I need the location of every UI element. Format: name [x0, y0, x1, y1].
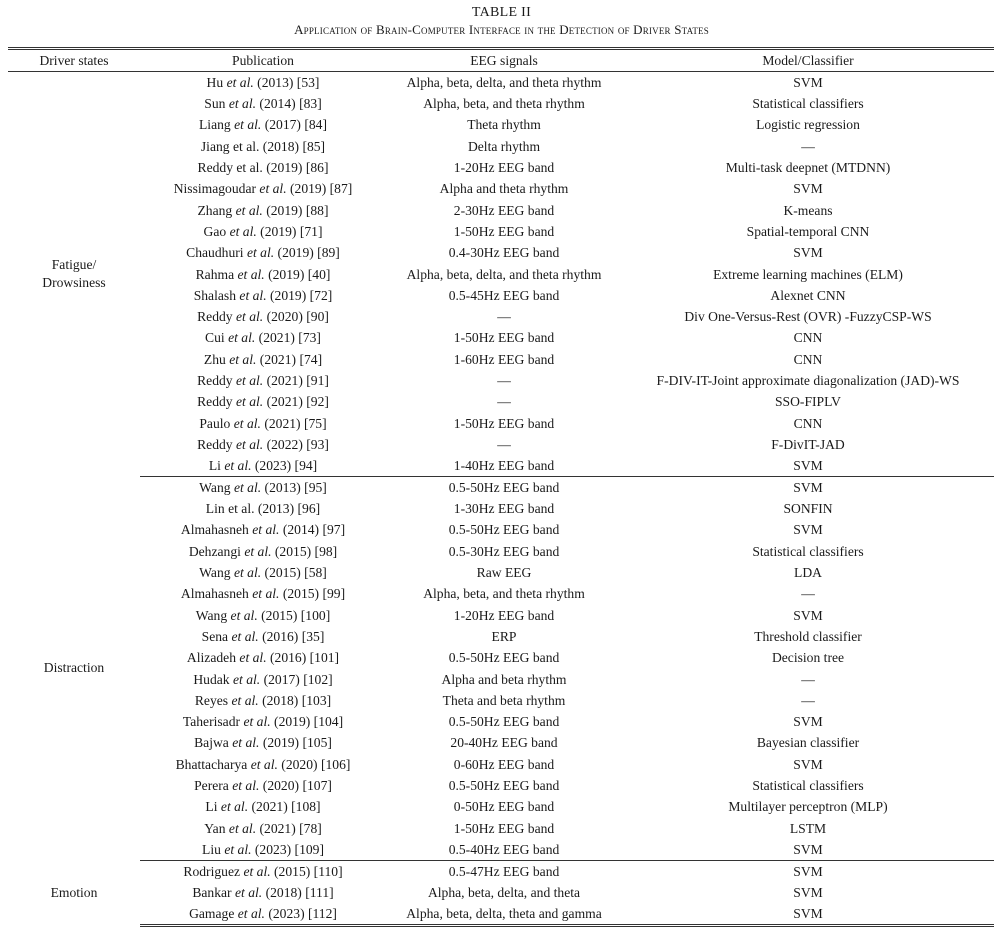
eeg-signal-cell: Alpha, beta, delta, and theta rhythm: [406, 75, 602, 90]
table-row: [8, 327, 994, 348]
publication-year-ref: (2023) [94]: [251, 458, 318, 474]
model-classifier-cell: SONFIN: [783, 501, 833, 517]
publication-year-ref: (2022) [93]: [263, 436, 329, 452]
publication-cell: [140, 498, 386, 519]
publication-year-ref: (2019) [87]: [286, 181, 353, 197]
publication-etal: et al.: [243, 863, 271, 879]
publication-year-ref: (2023) [112]: [264, 906, 337, 922]
publication-cell: [140, 327, 386, 348]
table-row: [8, 242, 994, 263]
eeg-signal-cell: Theta rhythm: [467, 117, 541, 133]
table-row: [8, 711, 994, 732]
model-classifier-cell: LSTM: [789, 820, 827, 836]
publication-author: Jiang et al. (2018) [85]: [200, 138, 326, 154]
publication-author: Dehzangi: [188, 543, 241, 559]
model-classifier-cell: —: [801, 671, 815, 687]
publication-year-ref: (2018) [103]: [258, 692, 332, 708]
publication-etal: et al.: [228, 820, 257, 836]
table-row: [8, 72, 994, 94]
table-row: [8, 647, 994, 668]
eeg-signal-cell: 1-50Hz EEG band: [453, 820, 555, 836]
publication-cell: [140, 242, 386, 263]
model-classifier-cell: Statistical classifiers: [752, 543, 864, 559]
publication-author: Almahasneh: [180, 522, 249, 538]
publication-etal: et al.: [233, 415, 261, 431]
publication-year-ref: (2014) [97]: [279, 522, 346, 538]
eeg-signal-cell: Alpha and beta rhythm: [441, 671, 567, 687]
publication-author: Paulo: [199, 415, 231, 431]
publication-author: Wang: [195, 607, 228, 623]
model-classifier-cell: SVM: [622, 455, 994, 477]
publication-etal: et al.: [244, 543, 272, 559]
model-classifier-cell: SVM: [793, 480, 823, 496]
publication-year-ref: (2019) [40]: [264, 266, 331, 282]
table-row: [8, 519, 994, 540]
driver-state-cell: [8, 477, 140, 861]
driver-state-cell: [8, 72, 140, 477]
publication-cell: [140, 690, 386, 711]
model-classifier-cell: —: [801, 138, 815, 154]
model-classifier-cell: Multi-task deepnet (MTDNN): [725, 160, 891, 176]
publication-year-ref: (2014) [83]: [256, 96, 322, 112]
publication-cell: [140, 711, 386, 732]
publication-cell: [140, 391, 386, 412]
publication-etal: et al.: [237, 906, 265, 922]
publication-year-ref: (2019) [89]: [274, 245, 340, 261]
publication-etal: et al.: [259, 181, 287, 197]
publication-author: Bhattacharya: [175, 756, 248, 772]
eeg-signal-cell: 1-50Hz EEG band: [453, 223, 555, 239]
publication-year-ref: (2015) [110]: [270, 863, 343, 879]
model-classifier-cell: SVM: [622, 903, 994, 926]
eeg-signal-cell: 1-20Hz EEG band: [453, 607, 555, 623]
model-classifier-cell: Statistical classifiers: [752, 778, 864, 794]
publication-cell: [140, 114, 386, 135]
table-row: [8, 306, 994, 327]
publication-author: Zhu: [203, 351, 226, 367]
model-classifier-cell: F-DivIT-JAD: [771, 436, 845, 452]
model-classifier-cell: SVM: [793, 863, 823, 879]
publication-author: Sena: [201, 628, 229, 644]
publication-author: Chaudhuri: [186, 245, 244, 261]
publication-cell: [140, 668, 386, 689]
publication-year-ref: (2019) [104]: [270, 714, 344, 730]
table-row: [8, 562, 994, 583]
publication-author: Rahma: [195, 266, 235, 282]
publication-year-ref: (2020) [106]: [277, 756, 351, 772]
publication-etal: et al.: [231, 692, 259, 708]
publication-author: Zhang: [197, 202, 233, 218]
eeg-signal-cell: 0.5-50Hz EEG band: [448, 522, 560, 538]
publication-year-ref: (2021) [74]: [256, 351, 323, 367]
publication-cell: [140, 157, 386, 178]
publication-cell: [140, 519, 386, 540]
model-classifier-cell: LDA: [794, 565, 822, 581]
publication-cell: [140, 541, 386, 562]
publication-cell: [140, 178, 386, 199]
publication-author: Alizadeh: [186, 650, 236, 666]
publication-cell: [140, 263, 386, 284]
publication-cell: [140, 136, 386, 157]
model-classifier-cell: SVM: [793, 756, 823, 772]
eeg-signal-cell: 0-60Hz EEG band: [453, 756, 555, 772]
model-classifier-cell: CNN: [793, 415, 823, 431]
publication-year-ref: (2019) [71]: [256, 223, 323, 239]
publication-etal: et al.: [230, 607, 258, 623]
publication-cell: [140, 477, 386, 499]
eeg-signal-cell: 1-60Hz EEG band: [453, 351, 555, 367]
publication-year-ref: (2020) [107]: [259, 778, 332, 794]
publication-year-ref: (2013) [95]: [261, 480, 327, 496]
table-row: [8, 114, 994, 135]
publication-author: Gamage: [189, 906, 235, 922]
publication-author: Wang: [199, 565, 231, 581]
table-caption: [0, 0, 1003, 38]
eeg-signal-cell: —: [497, 309, 511, 325]
eeg-signal-cell: 0.5-50Hz EEG band: [448, 480, 560, 496]
eeg-signal-cell: 0-50Hz EEG band: [453, 799, 555, 815]
publication-author: Gao: [203, 223, 227, 239]
publication-cell: [140, 647, 386, 668]
table-row: [8, 839, 994, 861]
driver-state-cell: [8, 860, 140, 925]
publication-author: Reddy et al. (2019) [86]: [197, 160, 329, 176]
model-classifier-cell: F-DIV-IT-Joint approximate diagonalization (JAD)-WS: [656, 373, 960, 388]
publication-etal: et al.: [235, 884, 263, 900]
model-classifier-cell: Statistical classifiers: [752, 96, 864, 112]
publication-cell: [140, 72, 386, 94]
publication-etal: et al.: [220, 799, 249, 815]
publication-cell: [140, 349, 386, 370]
publication-etal: et al.: [233, 565, 262, 581]
table-row: [8, 349, 994, 370]
publication-author: Almahasneh: [180, 586, 249, 602]
model-classifier-cell: SVM: [793, 522, 823, 538]
table-row: [8, 263, 994, 284]
table-row: [8, 605, 994, 626]
eeg-signal-cell: Alpha, beta, delta, and theta: [427, 884, 581, 900]
publication-year-ref: (2019) [105]: [259, 735, 332, 751]
publication-cell: [140, 754, 386, 775]
table-label: TABLE II: [471, 5, 532, 20]
publication-year-ref: (2021) [73]: [255, 330, 321, 346]
table-row: [8, 796, 994, 817]
publication-author: Li: [205, 799, 218, 815]
eeg-signal-cell: Raw EEG: [476, 565, 532, 581]
publication-author: Rodriguez: [183, 863, 241, 879]
model-classifier-cell: Div One-Versus-Rest (OVR) -FuzzyCSP-WS: [684, 309, 932, 325]
publication-year-ref: (2020) [90]: [263, 309, 329, 325]
publication-year-ref: (2017) [102]: [260, 671, 333, 687]
eeg-signal-cell: Delta rhythm: [467, 138, 541, 154]
publication-year-ref: (2016) [35]: [258, 628, 325, 644]
table-row: [8, 391, 994, 412]
publication-year-ref: (2021) [91]: [263, 373, 329, 388]
publication-cell: [140, 839, 386, 861]
publication-etal: et al.: [232, 671, 261, 687]
driver-state-label: Distraction: [43, 660, 105, 676]
publication-cell: [140, 626, 386, 647]
publication-etal: et al.: [231, 628, 259, 644]
publication-cell: [140, 882, 386, 903]
publication-author: Liang: [199, 117, 231, 133]
eeg-signal-cell: 1-50Hz EEG band: [453, 415, 555, 431]
publication-etal: et al.: [232, 735, 260, 751]
table-row: [8, 541, 994, 562]
publication-author: Li: [208, 458, 221, 474]
publication-cell: [140, 583, 386, 604]
table-title: Application of Brain-Computer Interface in the Detection of Driver States: [294, 22, 709, 37]
publication-etal: et al.: [250, 756, 278, 772]
header-driver-states: Driver states: [8, 49, 140, 72]
eeg-signal-cell: 1-30Hz EEG band: [453, 501, 555, 517]
publication-year-ref: (2021) [75]: [260, 415, 327, 431]
table-row: [8, 732, 994, 753]
eeg-signal-cell: Alpha, beta, and theta rhythm: [423, 96, 585, 112]
table-row: [8, 498, 994, 519]
model-classifier-cell: Threshold classifier: [754, 628, 862, 644]
publication-author: Reddy: [197, 436, 233, 452]
table-row: [8, 477, 994, 499]
eeg-signal-cell: ERP: [491, 628, 517, 644]
eeg-signal-cell: Alpha, beta, delta, theta and gamma: [386, 903, 622, 926]
publication-cell: [140, 221, 386, 242]
table-row: [8, 136, 994, 157]
publication-etal: et al.: [229, 223, 257, 239]
publication-etal: et al.: [243, 714, 271, 730]
eeg-signal-cell: 0.5-40Hz EEG band: [386, 839, 622, 861]
publication-author: Bajwa: [194, 735, 229, 751]
publication-author: Bankar: [192, 884, 232, 900]
publication-cell: [140, 93, 386, 114]
model-classifier-cell: SVM: [793, 884, 823, 900]
model-classifier-cell: SSO-FIPLV: [775, 394, 841, 410]
publication-year-ref: (2015) [100]: [257, 607, 331, 623]
model-classifier-cell: SVM: [793, 75, 823, 90]
model-classifier-cell: K-means: [783, 202, 833, 218]
publication-author: Liu: [202, 841, 221, 857]
publication-etal: et al.: [252, 522, 280, 538]
eeg-signal-cell: 0.5-47Hz EEG band: [448, 863, 560, 879]
publication-author: Reyes: [194, 692, 229, 708]
publication-cell: [140, 370, 386, 391]
eeg-signal-cell: 0.4-30Hz EEG band: [448, 245, 560, 261]
publication-etal: et al.: [228, 330, 256, 346]
publication-cell: [140, 775, 386, 796]
model-classifier-cell: SVM: [793, 245, 823, 261]
publication-etal: et al.: [237, 266, 265, 282]
header-publication: Publication: [140, 49, 386, 72]
model-classifier-cell: —: [801, 692, 815, 708]
model-classifier-cell: SVM: [622, 839, 994, 861]
model-classifier-cell: Extreme learning machines (ELM): [713, 266, 903, 282]
publication-year-ref: (2015) [99]: [279, 586, 346, 602]
eeg-signal-cell: 0.5-50Hz EEG band: [448, 714, 560, 730]
publication-etal: et al.: [224, 458, 252, 474]
publication-cell: [140, 434, 386, 455]
table-row: [8, 690, 994, 711]
publication-author: Reddy: [197, 373, 233, 388]
table-row: [8, 903, 994, 926]
model-classifier-cell: SVM: [793, 181, 823, 197]
publication-year-ref: (2021) [78]: [256, 820, 322, 836]
publication-author: Shalash: [193, 287, 236, 303]
model-classifier-cell: Spatial-temporal CNN: [746, 223, 870, 239]
publication-year-ref: (2016) [101]: [266, 650, 340, 666]
publication-year-ref: (2019) [72]: [266, 287, 333, 303]
publication-etal: et al.: [229, 351, 257, 367]
publication-etal: et al.: [232, 778, 260, 794]
publication-cell: [140, 903, 386, 926]
publication-cell: [140, 605, 386, 626]
eeg-signal-cell: Theta and beta rhythm: [442, 692, 566, 708]
table-body: [8, 72, 994, 926]
eeg-signal-cell: 0.5-50Hz EEG band: [448, 650, 560, 666]
table-row: [8, 860, 994, 882]
table-row: [8, 882, 994, 903]
publication-cell: [140, 732, 386, 753]
publication-etal: et al.: [228, 96, 257, 112]
publication-author: Yan: [204, 820, 226, 836]
eeg-signal-cell: 2-30Hz EEG band: [453, 202, 555, 218]
model-classifier-cell: SVM: [793, 714, 823, 730]
publication-author: Reddy: [197, 309, 233, 325]
table-row: [8, 199, 994, 220]
publication-cell: [140, 306, 386, 327]
publication-etal: et al.: [224, 841, 252, 857]
publication-author: Cui: [205, 330, 225, 346]
publication-author: Hudak: [193, 671, 230, 687]
model-classifier-cell: SVM: [793, 607, 823, 623]
eeg-signal-cell: 0.5-50Hz EEG band: [448, 778, 560, 794]
table-row: [8, 370, 994, 391]
model-classifier-cell: CNN: [793, 330, 823, 346]
eeg-signal-cell: 1-50Hz EEG band: [453, 330, 555, 346]
model-classifier-cell: Logistic regression: [756, 117, 860, 133]
publication-cell: [140, 562, 386, 583]
publication-year-ref: (2021) [108]: [248, 799, 321, 815]
table-row: [8, 221, 994, 242]
publication-etal: et al.: [252, 586, 280, 602]
publication-year-ref: (2023) [109]: [251, 841, 324, 857]
eeg-signal-cell: Alpha, beta, delta, and theta rhythm: [406, 266, 602, 282]
publication-author: Lin et al. (2013) [96]: [205, 501, 321, 517]
publication-etal: et al.: [234, 117, 262, 133]
header-model-classifier: Model/Classifier: [622, 49, 994, 72]
driver-states-table: [8, 47, 994, 927]
publication-author: Taherisadr: [182, 714, 241, 730]
header-row: [8, 49, 994, 72]
publication-cell: [140, 412, 386, 433]
eeg-signal-cell: Alpha, beta, and theta rhythm: [423, 586, 585, 602]
publication-cell: [140, 285, 386, 306]
publication-author: Hu: [206, 75, 224, 90]
table-row: [8, 93, 994, 114]
publication-etal: et al.: [236, 394, 264, 410]
publication-etal: et al.: [233, 480, 262, 496]
publication-cell: [140, 455, 386, 477]
model-classifier-cell: Multilayer perceptron (MLP): [728, 799, 888, 815]
header-eeg-signals: EEG signals: [386, 49, 622, 72]
table-row: [8, 412, 994, 433]
publication-cell: [140, 199, 386, 220]
eeg-signal-cell: —: [497, 373, 511, 388]
table-row: [8, 285, 994, 306]
eeg-signal-cell: 0.5-45Hz EEG band: [448, 287, 560, 303]
model-classifier-cell: —: [801, 586, 815, 602]
publication-year-ref: (2015) [98]: [271, 543, 338, 559]
model-classifier-cell: Alexnet CNN: [770, 287, 846, 303]
table-row: [8, 818, 994, 839]
publication-author: Reddy: [197, 394, 233, 410]
table-row: [8, 775, 994, 796]
eeg-signal-cell: 1-40Hz EEG band: [386, 455, 622, 477]
model-classifier-cell: Decision tree: [771, 650, 845, 666]
publication-year-ref: (2013) [53]: [253, 75, 320, 90]
publication-etal: et al.: [236, 373, 264, 388]
table-row: [8, 754, 994, 775]
table-row: [8, 583, 994, 604]
publication-cell: [140, 860, 386, 882]
driver-state-label: Fatigue/: [51, 257, 97, 273]
publication-etal: et al.: [236, 309, 264, 325]
eeg-signal-cell: 1-20Hz EEG band: [453, 160, 555, 176]
eeg-signal-cell: 20-40Hz EEG band: [450, 735, 558, 751]
publication-cell: [140, 796, 386, 817]
eeg-signal-cell: —: [497, 394, 511, 410]
publication-cell: [140, 818, 386, 839]
publication-etal: et al.: [239, 287, 267, 303]
table-row: [8, 178, 994, 199]
publication-author: Wang: [199, 480, 231, 496]
publication-etal: et al.: [236, 436, 264, 452]
driver-state-label: Emotion: [50, 884, 98, 900]
publication-author: Sun: [204, 96, 226, 112]
table-row: [8, 434, 994, 455]
publication-etal: et al.: [226, 75, 254, 90]
table-row: [8, 668, 994, 689]
publication-year-ref: (2017) [84]: [261, 117, 327, 133]
publication-year-ref: (2021) [92]: [263, 394, 329, 410]
table-row: [8, 157, 994, 178]
driver-state-label: Drowsiness: [42, 275, 106, 291]
publication-etal: et al.: [239, 650, 267, 666]
eeg-signal-cell: 0.5-30Hz EEG band: [448, 543, 560, 559]
publication-year-ref: (2015) [58]: [261, 565, 327, 581]
publication-year-ref: (2019) [88]: [262, 202, 329, 218]
publication-author: Perera: [194, 778, 229, 794]
table-row: [8, 626, 994, 647]
model-classifier-cell: Bayesian classifier: [756, 735, 860, 751]
eeg-signal-cell: —: [497, 436, 511, 452]
publication-etal: et al.: [235, 202, 263, 218]
publication-year-ref: (2018) [111]: [262, 884, 334, 900]
publication-author: Nissimagoudar: [173, 181, 257, 197]
table-row: [8, 455, 994, 477]
eeg-signal-cell: Alpha and theta rhythm: [439, 181, 569, 197]
publication-etal: et al.: [246, 245, 275, 261]
model-classifier-cell: CNN: [793, 351, 823, 367]
